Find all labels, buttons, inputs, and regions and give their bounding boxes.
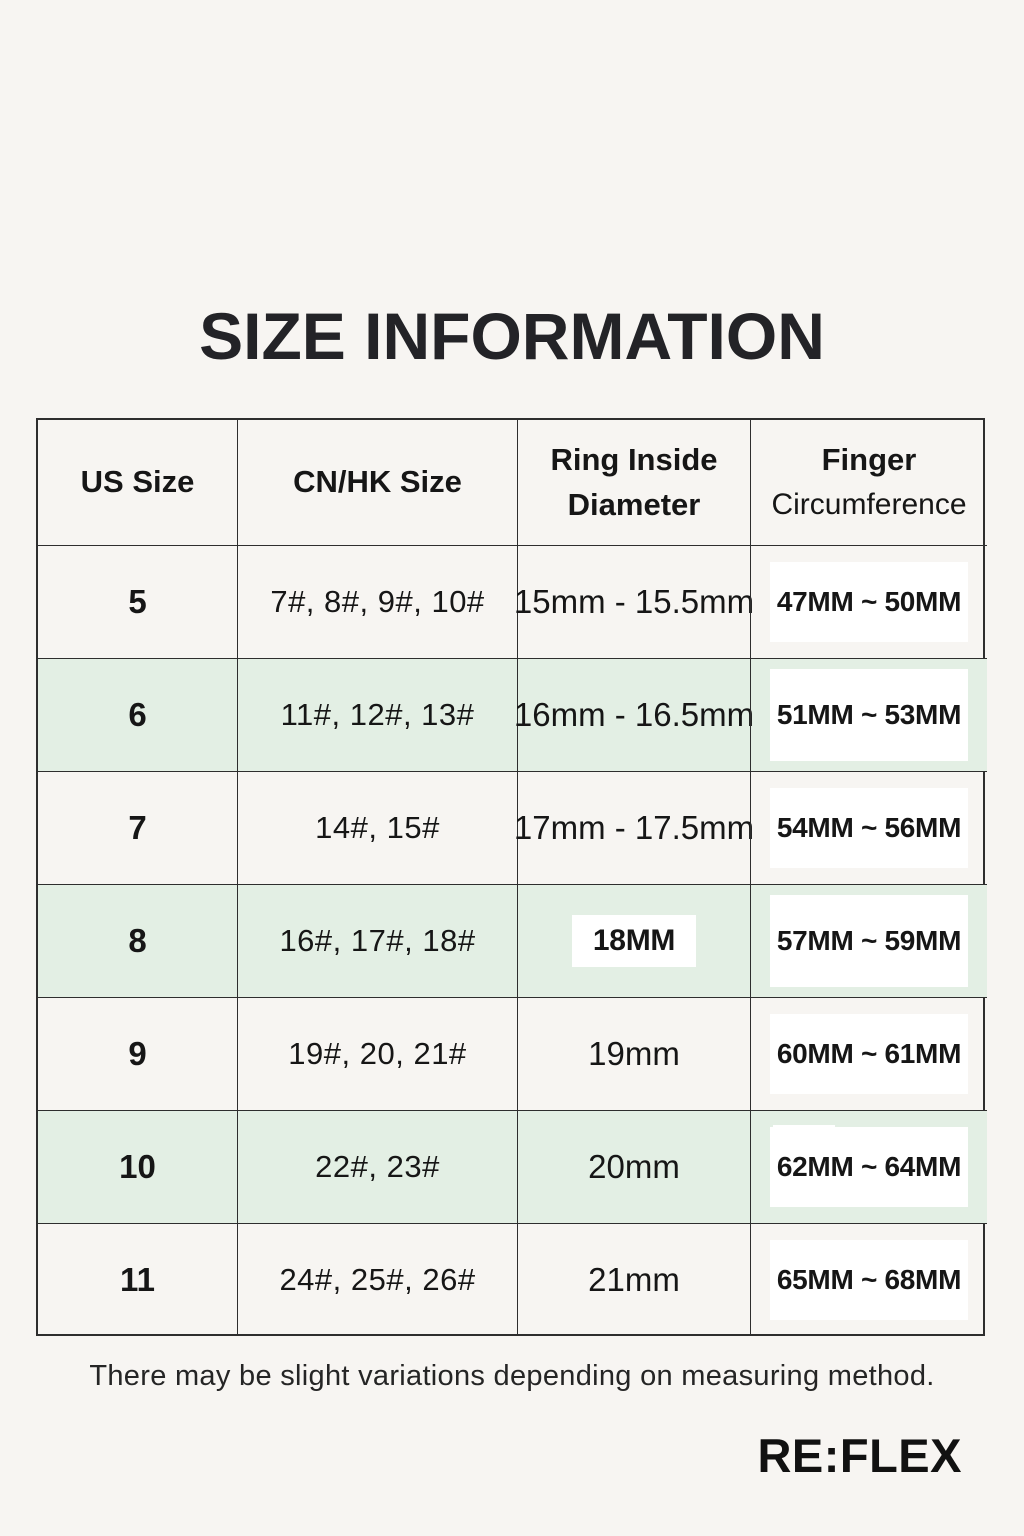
header-cn-hk-size-label: CN/HK Size [293,464,462,500]
diameter-cell [517,1224,750,1336]
white-patch-artifact [773,1125,835,1151]
diameter-cell [513,659,755,771]
diameter-cell [517,1111,750,1223]
table-row-size-9 [38,997,987,1110]
header-circumference-line2: Circumference [771,488,967,522]
cn-hk-size-value: 24#, 25#, 26# [237,1224,517,1336]
diameter-cell [513,546,755,658]
page-title: SIZE INFORMATION [199,299,825,373]
cn-hk-size-value: 11#, 12#, 13# [237,659,517,771]
circumference-cell [750,998,987,1110]
table-row-size-11 [38,1223,987,1336]
cn-hk-size-value: 7#, 8#, 9#, 10# [237,546,517,658]
circumference-cell [750,885,987,997]
brand-logo: RE:FLEX [757,1429,962,1482]
table-row-size-10 [38,1110,987,1223]
diameter-value: 16mm - 16.5mm [513,696,755,734]
cn-hk-size-value: 16#, 17#, 18# [237,885,517,997]
disclaimer-note: There may be slight variations depending on measuring method. [89,1360,935,1392]
diameter-cell [513,772,755,884]
diameter-cell [517,998,750,1110]
header-circumference-line1: Finger [821,442,917,478]
header-ring-inside-diameter [517,420,750,545]
us-size-value: 6 [128,696,147,734]
diameter-value: 19mm [588,1035,680,1073]
table-header-row [38,420,987,545]
circumference-cell [750,546,987,658]
cn-hk-size-value: 22#, 23# [237,1111,517,1223]
circumference-value: 47MM ~ 50MM [770,562,968,642]
circumference-value: 65MM ~ 68MM [770,1240,968,1320]
header-us-size [38,420,237,545]
us-size-value: 11 [120,1261,155,1299]
diameter-value: 15mm - 15.5mm [513,583,755,621]
us-size-value: 8 [128,922,147,960]
header-us-size-label: US Size [80,464,195,500]
header-diameter-line1: Ring Inside [550,441,718,477]
us-size-value: 7 [128,809,147,847]
cn-hk-size-value: 14#, 15# [237,772,517,884]
table-row-size-8 [38,884,987,997]
header-cn-hk-size [237,420,517,545]
circumference-cell [750,772,987,884]
circumference-cell [750,1111,987,1223]
header-diameter-line2: Diameter [567,486,701,522]
circumference-cell [750,1224,987,1336]
diameter-value: 17mm - 17.5mm [513,809,755,847]
us-size-value: 5 [128,583,147,621]
circumference-value: 54MM ~ 56MM [770,788,968,868]
diameter-cell [517,885,750,997]
circumference-value: 51MM ~ 53MM [770,669,968,761]
diameter-value: 20mm [588,1148,680,1186]
table-row-size-6 [38,658,987,771]
us-size-value: 10 [119,1148,156,1186]
diameter-value: 21mm [588,1261,680,1299]
table-row-size-5 [38,545,987,658]
circumference-value: 57MM ~ 59MM [770,895,968,987]
us-size-value: 9 [128,1035,147,1073]
diameter-value: 18MM [572,915,696,967]
header-finger-circumference [750,420,987,545]
circumference-value: 62MM ~ 64MM [770,1127,968,1207]
table-row-size-7 [38,771,987,884]
cn-hk-size-value: 19#, 20, 21# [237,998,517,1110]
size-table [36,418,985,1336]
circumference-cell [750,659,987,771]
circumference-value: 60MM ~ 61MM [770,1014,968,1094]
